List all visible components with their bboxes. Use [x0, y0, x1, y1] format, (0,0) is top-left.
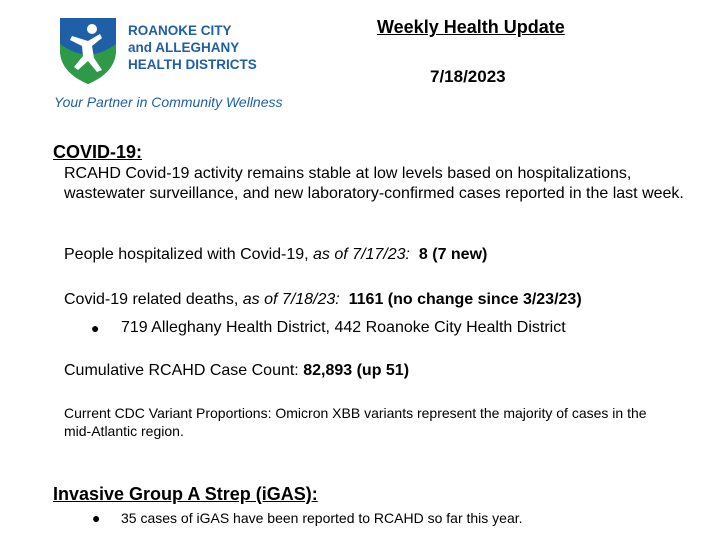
org-name-line-2: and ALLEGHANY: [128, 40, 240, 55]
organization-logo: [54, 14, 283, 114]
deaths-breakdown-item: [91, 318, 566, 338]
shield-person-icon: [56, 14, 120, 86]
igas-text: 35 cases of iGAS have been reported to RCAHD so far this year.: [121, 510, 523, 526]
org-name-line-1: ROANOKE CITY: [128, 23, 232, 38]
hospitalized-label: People hospitalized with Covid-19,: [64, 246, 314, 263]
hospitalized-asof: as of 7/17/23:: [313, 246, 410, 263]
deaths-breakdown-text: 719 Alleghany Health District, 442 Roanoke City Health District: [121, 319, 566, 336]
variant-note: Current CDC Variant Proportions: Omicron XBB variants represent the majority of cases in the mid-Atlantic region.: [64, 405, 647, 439]
bullet-icon: ●: [91, 320, 100, 336]
deaths-line: [64, 290, 582, 310]
deaths-value: 1161 (no change since 3/23/23): [348, 291, 582, 308]
cumulative-label: Cumulative RCAHD Case Count:: [64, 362, 304, 379]
deaths-label: Covid-19 related deaths,: [64, 291, 243, 308]
bullet-icon: ●: [92, 510, 101, 526]
deaths-asof: as of 7/18/23:: [242, 291, 340, 308]
igas-heading: Invasive Group A Strep (iGAS):: [53, 484, 318, 504]
igas-item: [92, 509, 523, 527]
page-title: Weekly Health Update: [377, 17, 565, 37]
cumulative-value: 82,893 (up 51): [303, 362, 410, 379]
org-name-line-3: HEALTH DISTRICTS: [128, 57, 257, 72]
covid-summary: RCAHD Covid-19 activity remains stable at low levels based on hospitalizations, wastewater surveillance, and new laboratory-confirmed cases reported in the last week.: [64, 165, 684, 202]
report-date: 7/18/2023: [430, 67, 506, 86]
tagline: Your Partner in Community Wellness: [54, 94, 283, 110]
cumulative-line: [64, 361, 409, 381]
covid-heading: COVID-19:: [53, 142, 143, 162]
hospitalized-line: [64, 245, 487, 265]
hospitalized-value: 8 (7 new): [418, 246, 488, 263]
